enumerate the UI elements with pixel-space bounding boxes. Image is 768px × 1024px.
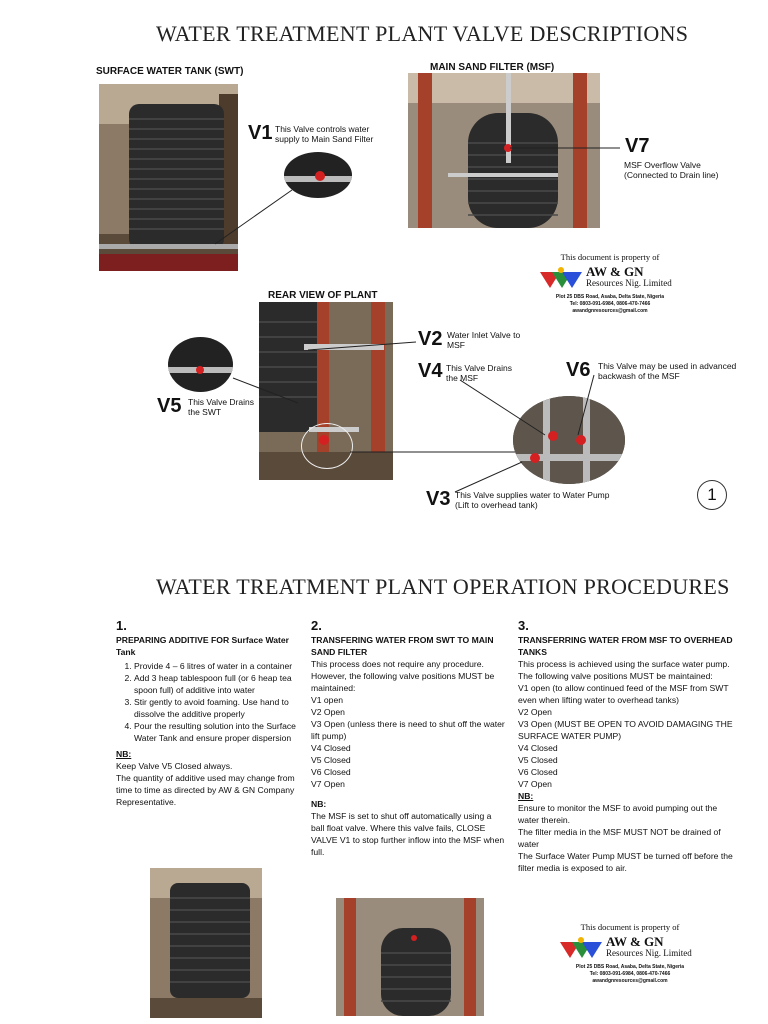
procedure-2-intro: This process does not require any procedure. However, the following valve positions MUST be maintained: [311,659,495,693]
procedure-2-heading: TRANSFERING WATER FROM SWT TO MAIN SAND FILTER [311,635,494,657]
company-address: Plot 25 DBS Road, Asaba, Delta State, Nigeria [575,964,685,970]
company-email: awandgnresources@gmail.com [592,978,668,984]
logo-mark-icon [560,936,602,958]
valve-v5-label: V5 [157,395,182,417]
procedure-3-nb-line: The Surface Water Pump MUST be turned off before the filter media is exposed to air. [518,851,733,873]
procedure-2-position: V3 Open (unless there is need to shut off the water lift pump) [311,719,505,741]
procedure-3-position: V3 Open (MUST BE OPEN TO AVOID DAMAGING THE SURFACE WATER PUMP) [518,719,733,741]
procedure-3-position: V7 Open [518,779,552,789]
procedure-1-nb-line: The quantity of additive used may change from time to time as directed by AW & GN Company Representative. [116,773,295,807]
procedure-2-position: V2 Open [311,707,345,717]
procedure-1-step: 3. Stir gently to avoid foaming. Use hand to dissolve the additive properly [134,696,296,720]
procedure-1-step: 2. Add 3 heap tablespoon full (or 6 heap tea spoon full) of additive into water [134,672,296,696]
procedure-1-heading: PREPARING ADDITIVE FOR Surface Water Tank [116,635,290,657]
msf-photo-bottom [336,898,484,1016]
valve-v3-desc: This Valve supplies water to Water Pump (Lift to overhead tank) [455,490,610,510]
valve-v5-desc: This Valve Drains the SWT [188,397,254,417]
procedure-2-position: V5 Closed [311,755,351,765]
valve-v3-label: V3 [426,488,451,510]
procedure-2-nb-label: NB: [311,799,327,809]
msf-label: MAIN SAND FILTER (MSF) [430,62,555,73]
procedure-1-nb-label: NB: [116,749,132,759]
procedure-3-position: V6 Closed [518,767,558,777]
valve-v7-desc: MSF Overflow Valve (Connected to Drain line) [624,160,719,180]
procedure-2-number: 2. [311,618,322,633]
procedure-1-nb-line: Keep Valve V5 Closed always. [116,761,233,771]
valve-v4-desc: This Valve Drains the MSF [446,363,512,383]
company-name-sub: Resources Nig. Limited [586,278,672,288]
property-text: This document is property of [580,922,680,932]
company-name-sub: Resources Nig. Limited [606,948,692,958]
procedures-title: WATER TREATMENT PLANT OPERATION PROCEDURES [156,574,730,599]
rear-view-label: REAR VIEW OF PLANT [268,290,378,301]
company-email: awandgnresources@gmail.com [572,308,648,314]
procedure-2 [311,620,506,858]
procedure-3-nb-line: The filter media in the MSF MUST NOT be drained of water [518,827,721,849]
swt-label: SURFACE WATER TANK (SWT) [96,66,244,77]
valve-v4-label: V4 [418,360,443,382]
company-name: AW & GN [586,264,644,279]
procedure-3-nb-label: NB: [518,791,534,801]
procedure-2-position: V4 Closed [311,743,351,753]
page-number: 1 [697,480,727,510]
property-text: This document is property of [560,252,660,262]
valve-v6-desc: This Valve may be used in advanced backwash of the MSF [598,361,737,381]
valve-v1-label: V1 [248,122,273,144]
procedure-3-nb-line: Ensure to monitor the MSF to avoid pumping out the water therein. [518,803,718,825]
procedure-2-position: V1 open [311,695,344,705]
swt-photo-bottom [150,868,262,1018]
procedure-2-position: V7 Open [311,779,345,789]
company-address: Plot 25 DBS Road, Asaba, Delta State, Nigeria [555,294,665,300]
valve-v6-label: V6 [566,359,591,381]
company-name: AW & GN [606,934,664,949]
valve-v2-label: V2 [418,328,443,350]
page-title: WATER TREATMENT PLANT VALVE DESCRIPTIONS [156,21,689,46]
valve-v2-desc: Water Inlet Valve to MSF [447,330,521,350]
procedure-2-nb-text: The MSF is set to shut off automatically using a ball float valve. Where this valve fails, CLOSE VALVE V1 to stop further inflow into the MSF when full. [311,811,505,857]
procedure-2-position: V6 Closed [311,767,351,777]
procedure-3-intro: This process is achieved using the surface water pump. The following valve positions MUST be maintained: [518,659,730,681]
valve-v7-label: V7 [625,135,650,157]
procedure-3-heading: TRANSFERRING WATER FROM MSF TO OVERHEAD TANKS [518,635,733,657]
procedure-3-number: 3. [518,618,529,633]
procedure-1-step: 4. Pour the resulting solution into the Surface Water Tank and ensure proper dispersion [134,720,296,744]
procedure-1-step: 1. Provide 4 – 6 litres of water in a container [134,660,296,672]
company-phone: Tel: 0803-091-6984, 0806-470-7466 [589,971,671,977]
procedure-1-number: 1. [116,618,127,633]
procedure-1 [116,620,296,808]
procedure-3-position: V1 open (to allow continued feed of the MSF from SWT even when lifting water to overhead tanks) [518,683,729,705]
company-logo-bottom [560,922,700,985]
valve-v1-desc: This Valve controls water supply to Main Sand Filter [275,124,374,144]
procedure-3 [518,620,736,874]
company-phone: Tel: 0803-091-6984, 0806-470-7466 [569,301,651,307]
procedure-3-position: V2 Open [518,707,552,717]
procedure-3-position: V4 Closed [518,743,558,753]
procedure-3-position: V5 Closed [518,755,558,765]
